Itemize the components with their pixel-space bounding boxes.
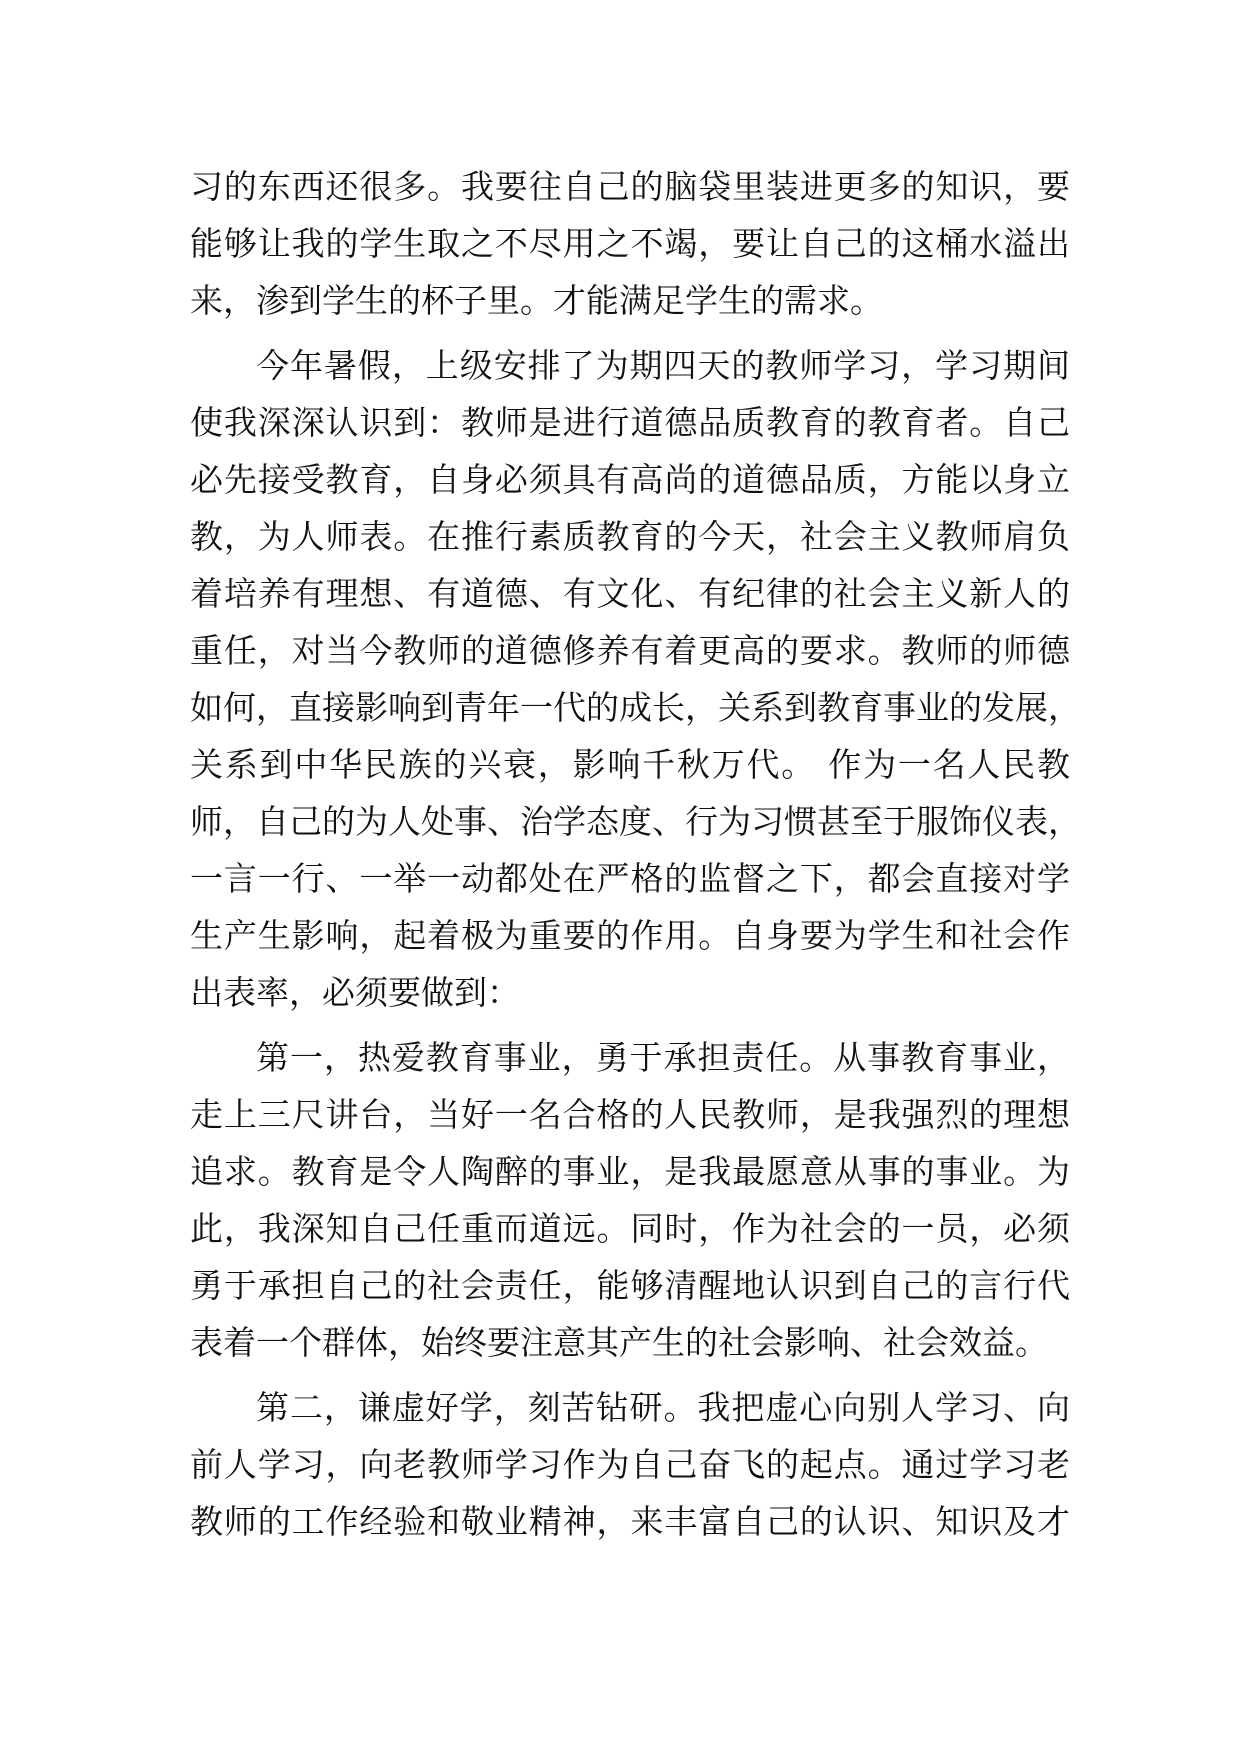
document-body (190, 158, 1081, 1550)
text-line: 关系到中华民族的兴衰，影响千秋万代。 作为一名人民教 (190, 745, 1070, 784)
text-line: 今年暑假，上级安排了为期四天的教师学习，学习期间 (256, 346, 1070, 385)
text-line: 表着一个群体，始终要注意其产生的社会影响、社会效益。 (190, 1323, 1048, 1362)
text-line: 能够让我的学生取之不尽用之不竭，要让自己的这桶水溢出 (190, 224, 1070, 263)
text-line: 师，自己的为人处事、治学态度、行为习惯甚至于服饰仪表， (190, 802, 1081, 841)
text-line: 使我深深认识到：教师是进行道德品质教育的教育者。自己 (190, 403, 1070, 442)
text-line: 勇于承担自己的社会责任，能够清醒地认识到自己的言行代 (190, 1266, 1070, 1305)
text-line: 此，我深知自己任重而道远。同时，作为社会的一员，必须 (190, 1209, 1070, 1248)
text-line: 重任，对当今教师的道德修养有着更高的要求。教师的师德 (190, 631, 1070, 670)
text-line: 出表率，必须要做到： (190, 973, 520, 1012)
text-line: 着培养有理想、有道德、有文化、有纪律的社会主义新人的 (190, 574, 1070, 613)
text-line: 生产生影响，起着极为重要的作用。自身要为学生和社会作 (190, 916, 1070, 955)
text-line: 来，渗到学生的杯子里。才能满足学生的需求。 (190, 281, 883, 320)
text-line: 第二，谦虚好学，刻苦钻研。我把虚心向别人学习、向 (256, 1388, 1070, 1427)
text-line: 第一，热爱教育事业，勇于承担责任。从事教育事业， (256, 1038, 1070, 1077)
text-line: 前人学习，向老教师学习作为自己奋飞的起点。通过学习老 (190, 1445, 1070, 1484)
text-line: 教师的工作经验和敬业精神，来丰富自己的认识、知识及才 (190, 1502, 1070, 1541)
text-line: 追求。教育是令人陶醉的事业，是我最愿意从事的事业。为 (190, 1152, 1070, 1191)
paragraph-gap (190, 329, 1070, 337)
paragraph-gap (190, 1021, 1070, 1029)
text-line: 一言一行、一举一动都处在严格的监督之下，都会直接对学 (190, 859, 1070, 898)
text-line: 习的东西还很多。我要往自己的脑袋里装进更多的知识，要 (190, 167, 1070, 206)
text-line: 教，为人师表。在推行素质教育的今天，社会主义教师肩负 (190, 517, 1070, 556)
text-line: 如何，直接影响到青年一代的成长，关系到教育事业的发展， (190, 688, 1081, 727)
text-line: 必先接受教育，自身必须具有高尚的道德品质，方能以身立 (190, 460, 1070, 499)
paragraph-gap (190, 1371, 1070, 1379)
text-line: 走上三尺讲台，当好一名合格的人民教师，是我强烈的理想 (190, 1095, 1070, 1134)
